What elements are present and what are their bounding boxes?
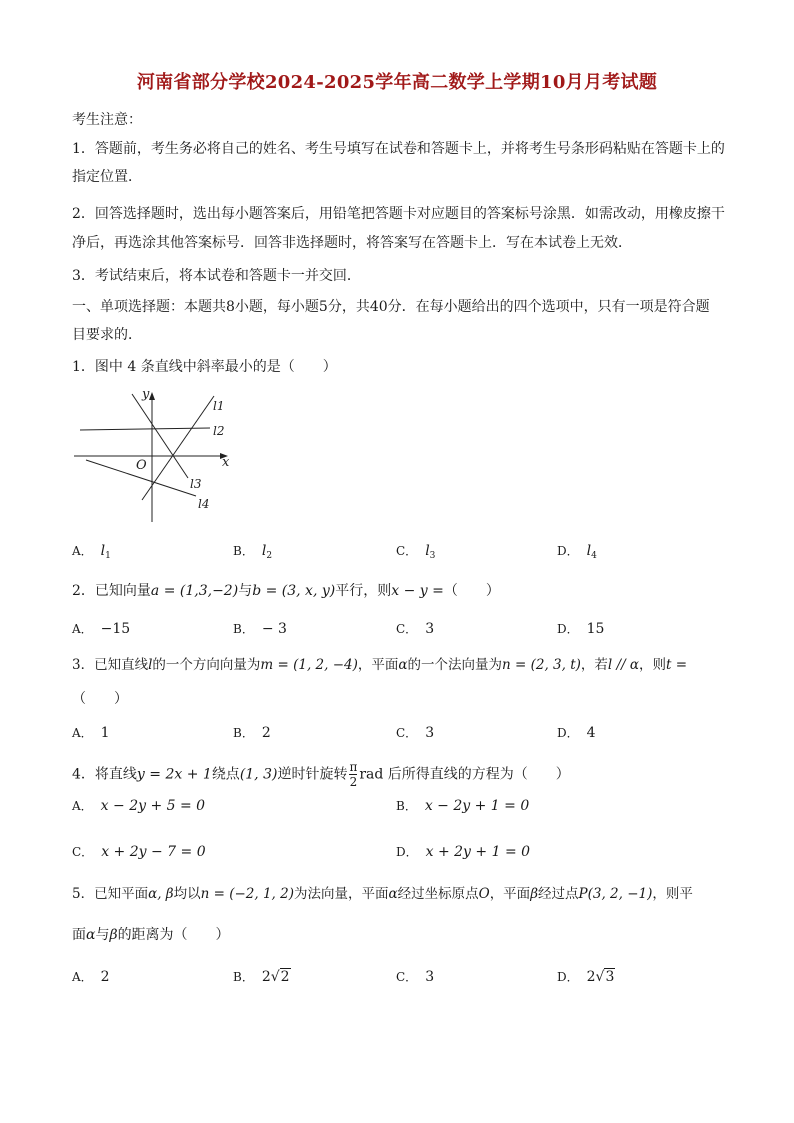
q1-option-a: A． $l_1$ bbox=[72, 543, 111, 561]
q5-option-a: A． 2 bbox=[72, 969, 110, 985]
l1-label: l1 bbox=[213, 399, 225, 413]
page-title: 河南省部分学校2024-2025学年高二数学上学期10月月考试题 bbox=[136, 72, 658, 93]
q3-option-c: C． 3 bbox=[396, 725, 435, 741]
question-3-stem: 3．已知直线l的一个方向向量为m = (1, 2, −4)，平面α的一个法向量为n = (2, 3, t)，若l // α，则t = bbox=[72, 657, 688, 673]
notice-item-2-line-2: 净后，再选涂其他答案标号．回答非选择题时，将答案写在答题卡上．写在本试卷上无效． bbox=[72, 235, 632, 251]
question-2-stem: 2．已知向量a = (1,3,−2)与b = (3, x, y)平行，则x − y =（ ） bbox=[72, 583, 500, 599]
q3-option-a: A． 1 bbox=[72, 725, 110, 741]
notice-item-3: 3．考试结束后，将本试卷和答题卡一并交回． bbox=[72, 268, 361, 284]
q5-option-d: D． 2√3 bbox=[557, 969, 615, 985]
notice-item-1-line-1: 1．答题前，考生务必将自己的姓名、考生号填写在试卷和答题卡上，并将考生号条形码粘贴在答题卡上的 bbox=[72, 141, 725, 157]
line-l1 bbox=[142, 396, 214, 500]
q5-option-b: B． 2√2 bbox=[233, 969, 290, 985]
q4-option-d: D． x + 2y + 1 = 0 bbox=[396, 844, 531, 860]
notice-item-2-line-1: 2．回答选择题时，选出每小题答案后，用铅笔把答题卡对应题目的答案标号涂黑．如需改动，用橡皮擦干 bbox=[72, 206, 725, 222]
q4-option-c: C． x + 2y − 7 = 0 bbox=[72, 844, 206, 860]
l4-label: l4 bbox=[198, 497, 210, 511]
q1-option-d: D． $l_4$ bbox=[557, 543, 597, 561]
q1-option-b: B． $l_2$ bbox=[233, 543, 273, 561]
sqrt-sign: √ bbox=[270, 969, 280, 985]
q1-option-c: C． $l_3$ bbox=[396, 543, 436, 561]
y-axis-arrow bbox=[149, 392, 155, 400]
section-heading-line-2: 目要求的． bbox=[72, 327, 142, 343]
section-heading-line-1: 一、单项选择题：本题共8小题，每小题5分，共40分．在每小题给出的四个选项中，只有一项是符合题 bbox=[72, 299, 710, 315]
q4-option-a: A． x − 2y + 5 = 0 bbox=[72, 798, 206, 814]
question-3-stem-line-2: （ ） bbox=[72, 691, 128, 707]
q3-option-b: B． 2 bbox=[233, 725, 271, 741]
q2-option-b: B． − 3 bbox=[233, 621, 287, 637]
question-1-stem: 1．图中 4 条直线中斜率最小的是（ ） bbox=[72, 359, 337, 375]
l2-label: l2 bbox=[213, 424, 225, 438]
question-4-stem: 4．将直线y = 2x + 1绕点(1, 3)逆时针旋转 $\frac{\pi}{2}$ rad 后所得直线的方程为（ ） bbox=[72, 760, 570, 789]
question-1-figure bbox=[72, 384, 242, 524]
q2-option-c: C． 3 bbox=[396, 621, 435, 637]
q2-option-d: D． 15 bbox=[557, 621, 605, 637]
origin-label: O bbox=[136, 458, 147, 473]
q3-option-d: D． 4 bbox=[557, 725, 596, 741]
notice-heading: 考生注意： bbox=[72, 112, 142, 128]
question-5-stem: 5．已知平面α, β均以n = (−2, 1, 2)为法向量，平面α经过坐标原点O，平面β经过点P(3, 2, −1)，则平 bbox=[72, 886, 693, 902]
l3-label: l3 bbox=[190, 477, 202, 491]
sqrt-sign: √ bbox=[595, 969, 605, 985]
x-axis-label: x bbox=[222, 455, 230, 470]
question-5-stem-line-2: 面α与β的距离为（ ） bbox=[72, 927, 230, 943]
q2-option-a: A． −15 bbox=[72, 621, 131, 637]
notice-item-1-line-2: 指定位置． bbox=[72, 169, 142, 185]
q5-option-c: C． 3 bbox=[396, 969, 435, 985]
pi-over-2-fraction: $\frac{\pi}{2}$ bbox=[349, 760, 358, 789]
q4-option-b: B． x − 2y + 1 = 0 bbox=[396, 798, 530, 814]
y-axis-label: y bbox=[142, 387, 150, 402]
